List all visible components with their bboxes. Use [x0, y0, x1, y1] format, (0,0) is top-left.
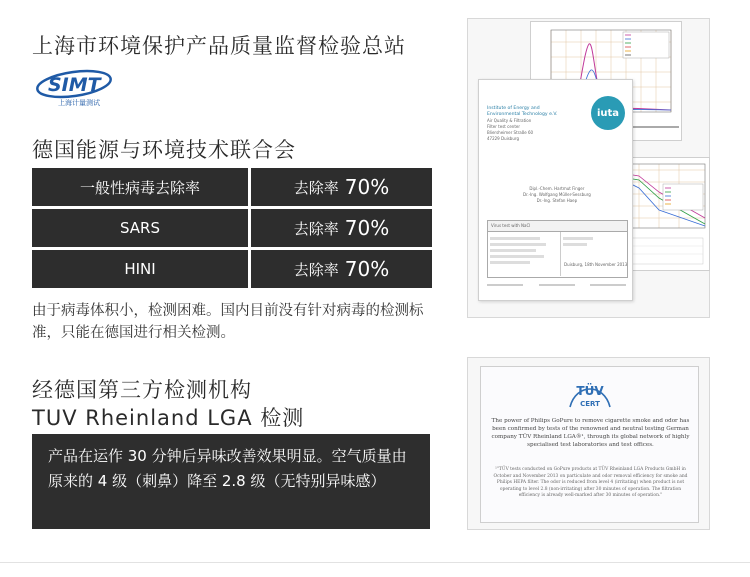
simt-brand: SIMT — [48, 74, 101, 96]
tuv-cert-statement: The power of Philips GoPure to remove cigarette smoke and odor has been confirmed by tests of the renowned and neutral testing German company TÜV Rheinland LGA®¹, through its global network of highly specialised test laboratories and test offices. — [491, 418, 690, 448]
table-row — [32, 209, 432, 247]
rate-label: 去除率 — [293, 219, 339, 238]
rate-label: 去除率 — [293, 260, 339, 279]
simt-subtitle: 上海计量测试 — [58, 99, 100, 107]
table-row — [32, 250, 432, 288]
virus-name: SARS — [32, 209, 248, 247]
detection-note: 由于病毒体积小，检测困难。国内目前没有针对病毒的检测标准，只能在德国进行相关检测。 — [32, 303, 424, 341]
iuta-logo-icon: iuta — [591, 96, 625, 130]
removal-rate-table — [32, 168, 432, 291]
removal-rate — [251, 168, 432, 206]
tuv-cert-page — [480, 366, 699, 523]
section2-title-line1: 经德国第三方检测机构 — [32, 378, 252, 402]
certificate-image-frame — [467, 18, 710, 318]
section2-title-line2: TUV Rheinland LGA 检测 — [32, 406, 305, 430]
test-result-box: 产品在运作 30 分钟后异味改善效果明显。空气质量由原来的 4 级（刺鼻）降至 2.8 级（无特别异味感） — [32, 434, 430, 529]
svg-text:CERT: CERT — [580, 400, 600, 408]
table-row — [32, 168, 432, 206]
page-bottom-divider — [0, 562, 750, 563]
iuta-signers: Dipl.-Chem. Hartmut Finger Dr.-Ing. Wolfgang Müller-Sessburg Dr.-Ing. Stefan Haep — [523, 186, 591, 203]
iuta-sender-block: Institute of Energy and Environmental Technology e.V. Air Quality & Filtration Filter test center Bliersheimer Straße 60 47229 Duisburg — [487, 106, 558, 141]
virus-name: HINI — [32, 250, 248, 288]
iuta-footer — [487, 284, 626, 286]
section1-title: 德国能源与环境技术联合会 — [32, 138, 296, 162]
virus-name: 一般性病毒去除率 — [32, 168, 248, 206]
tuv-cert-footnote: ¹"TÜV tests conducted on GoPure products at TÜV Rheinland LGA Products GmbH in October and November 2013 on particulate and odor removal efficiency for smoke and Philips HEPA filter. The odor is reduced from level 4 (irritating) when product is not operating to level 2.8 (non-irritating) after 30 minutes of operation. The filtration efficiency is already well-marked after 30 minutes of operation." — [493, 467, 688, 498]
rate-value: 70% — [344, 175, 390, 199]
tuv-cert-logo — [566, 375, 614, 413]
iuta-report-page — [478, 79, 633, 301]
svg-text:TÜV: TÜV — [576, 384, 604, 398]
rate-value: 70% — [344, 216, 390, 240]
institute-title: 上海市环境保护产品质量监督检验总站 — [32, 34, 406, 58]
removal-rate — [251, 250, 432, 288]
removal-rate — [251, 209, 432, 247]
iuta-test-table: Virus test with NaCl Duisburg, 18th November 2013 — [487, 220, 628, 278]
simt-logo — [34, 66, 114, 108]
rate-value: 70% — [344, 257, 390, 281]
tuv-cert-frame — [467, 357, 710, 530]
rate-label: 去除率 — [293, 178, 339, 197]
